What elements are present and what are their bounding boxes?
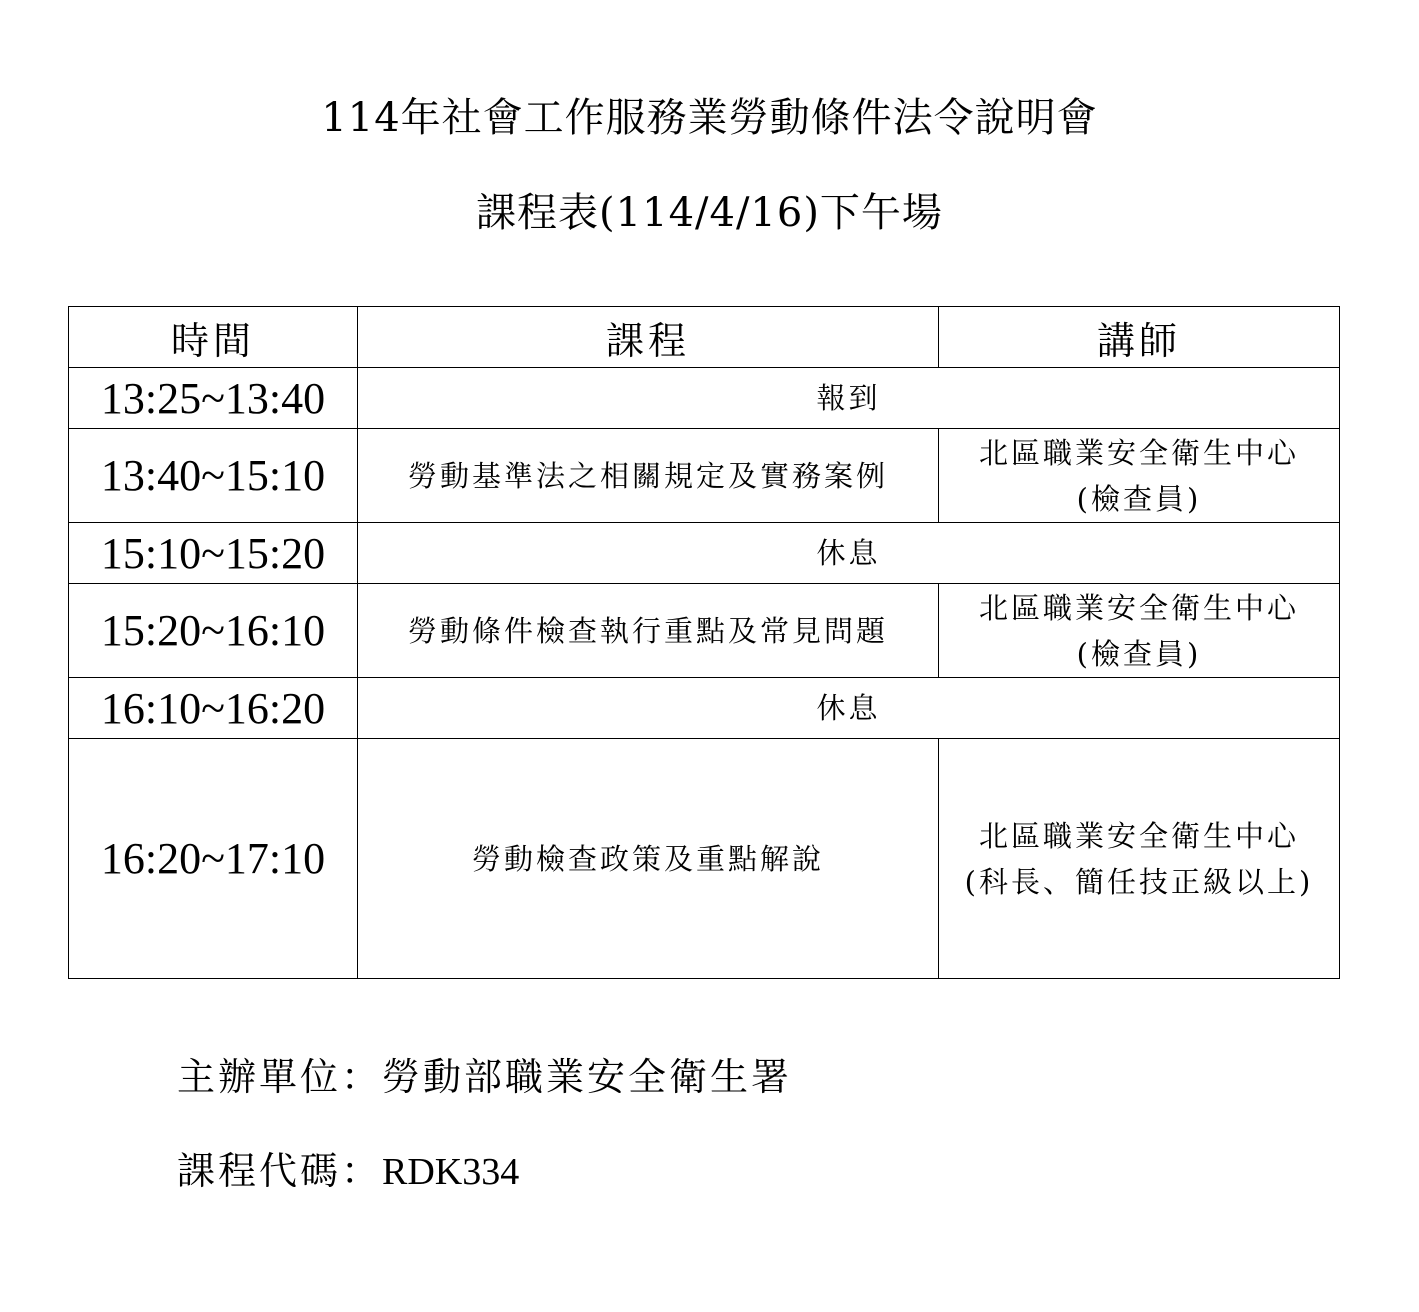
table-row — [69, 523, 1340, 584]
time-cell: 13:40~15:10 — [69, 429, 358, 523]
teacher-cell — [939, 429, 1340, 523]
teacher-name: 北區職業安全衛生中心 — [978, 590, 1299, 625]
teacher-cell — [939, 584, 1340, 678]
table-row — [69, 584, 1340, 678]
teacher-rank: (檢查員) — [1076, 636, 1202, 671]
time-cell: 16:10~16:20 — [69, 678, 358, 739]
table-header-row — [69, 307, 1340, 368]
course-cell: 休息 — [358, 678, 1340, 739]
course-cell: 報到 — [358, 368, 1340, 429]
schedule-table — [68, 306, 1340, 979]
organizer-value: 勞動部職業安全衛生署 — [382, 1055, 793, 1099]
teacher-name: 北區職業安全衛生中心 — [978, 818, 1299, 853]
teacher-rank: (科長、簡任技正級以上) — [964, 864, 1314, 899]
header-course: 課程 — [358, 307, 939, 368]
time-cell: 15:20~16:10 — [69, 584, 358, 678]
table-row — [69, 678, 1340, 739]
header-teacher: 講師 — [939, 307, 1340, 368]
course-cell: 勞動檢查政策及重點解說 — [358, 739, 939, 979]
teacher-rank: (檢查員) — [1076, 481, 1202, 516]
course-code-value: RDK334 — [382, 1151, 520, 1193]
teacher-cell — [939, 739, 1340, 979]
course-cell: 勞動條件檢查執行重點及常見問題 — [358, 584, 939, 678]
organizer-label: 主辦單位： — [177, 1055, 383, 1099]
course-code-line — [177, 1148, 519, 1195]
document-title: 114年社會工作服務業勞動條件法令說明會 — [321, 95, 1098, 141]
course-code-label: 課程代碼： — [177, 1149, 383, 1193]
time-cell: 15:10~15:20 — [69, 523, 358, 584]
table-row — [69, 429, 1340, 523]
header-time: 時間 — [69, 307, 358, 368]
course-cell: 勞動基準法之相關規定及實務案例 — [358, 429, 939, 523]
organizer-line — [177, 1054, 792, 1100]
time-cell: 16:20~17:10 — [69, 739, 358, 979]
teacher-name: 北區職業安全衛生中心 — [978, 435, 1299, 470]
course-cell: 休息 — [358, 523, 1340, 584]
time-cell: 13:25~13:40 — [69, 368, 358, 429]
document-subtitle: 課程表(114/4/16)下午場 — [476, 190, 943, 236]
table-row — [69, 739, 1340, 979]
table-row — [69, 368, 1340, 429]
